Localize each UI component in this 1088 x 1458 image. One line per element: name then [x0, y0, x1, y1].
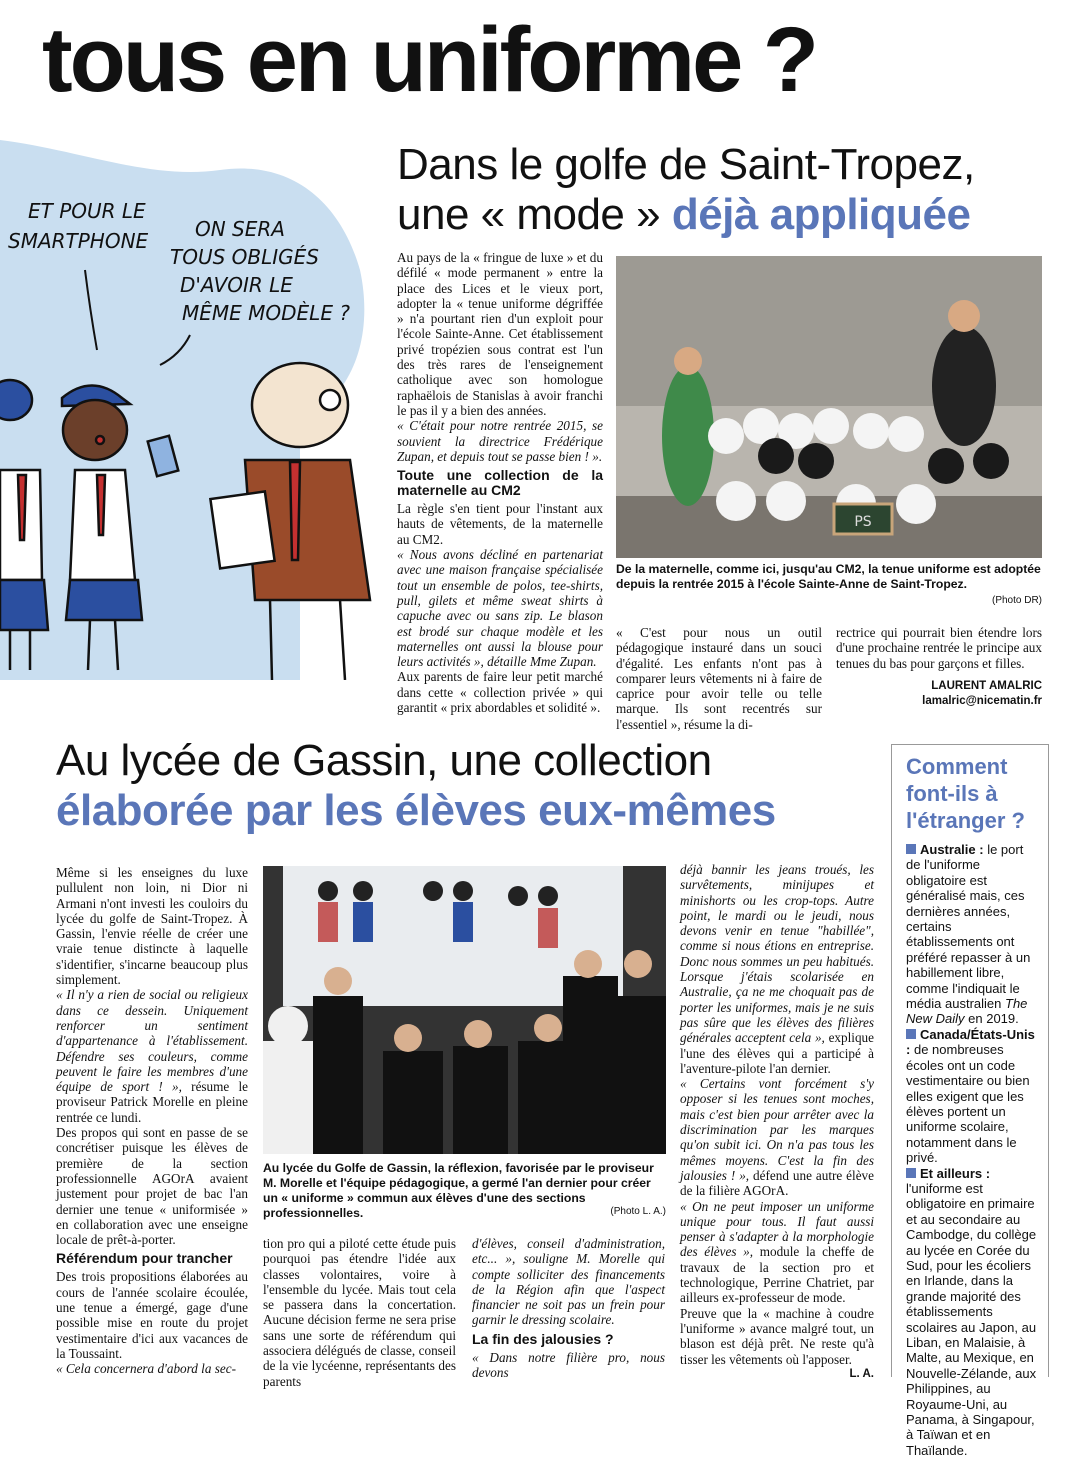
article1-headline-highlight: déjà appliquée	[671, 190, 971, 239]
bubble-left-line-2: SMARTPHONE	[8, 229, 149, 253]
article1-column1	[397, 250, 603, 715]
article2-col1-quote1: « Il n'y a rien de social ou religieux dans ce dessein. Uniquement renforcer un sentiment d'appartenance à l'établissement. Défendre ses couleurs, comme peuvent le faire les membres d'une équipe de sport ! »,	[56, 987, 248, 1095]
bullet-square-icon	[906, 1168, 916, 1178]
article1-para4: « Nous avons décliné en partenariat avec une maison française spécialisée tout un ensemble de polos, tee-shirts, pull, gilets et même sweat shirts à capuche avec ou sans zip. Le blason est brodé sur chaque modèle et les maternelles ont aussi la blouse pour leurs activités », détaille Mme Zupan.	[397, 547, 603, 670]
article2-subhead: Référendum pour trancher	[56, 1250, 233, 1267]
article2-col4-attrib2: défend une autre élève de la filière AGOrA.	[680, 1167, 874, 1199]
article1-headline-part-a: une « mode »	[397, 190, 672, 239]
article2-column3	[472, 1236, 665, 1380]
article2-col4-para4: Preuve que la « machine à coudre l'uniforme » avance malgré tout, un blason est déjà prêt. Ne reste qu'à tisser les vêtements où l'apposer.	[680, 1305, 874, 1367]
article1-para3: La règle s'en tient pour l'instant aux hauts de vêtements, de la maternelle au CM2.	[397, 501, 603, 547]
article2-signature: L. A.	[849, 1367, 874, 1380]
article1-headline-line1: Dans le golfe de Saint-Tropez,	[397, 140, 975, 189]
bubble-left-line-1: ET POUR LE	[28, 199, 146, 223]
school-class-photo	[616, 256, 1042, 558]
sidebar-australia-source: The New Daily	[906, 996, 1028, 1027]
sidebar-title: Comment font-ils à l'étranger ?	[906, 754, 1025, 833]
bubble-right-line-4: MÊME MODÈLE ?	[182, 301, 350, 325]
article1-headline-line2	[397, 190, 1057, 240]
sidebar-abroad	[891, 744, 1049, 1458]
article2-col1-para4: Des trois propositions élaborées au cours de l'année scolaire écoulée, une tenue a émergé, gage d'une possible mise en route du projet vestimentaire d'ici aux vacances de la Toussaint.	[56, 1269, 248, 1361]
sidebar-elsewhere-label: Et ailleurs :	[920, 1165, 991, 1181]
article2-col1-para3: Des propos qui sont en passe de se concrétiser puisque les élèves de première de la section professionnelle AGOrA avaient justement pour projet de bac l'an dernier une tenue « uniformisée » en collaboration avec une enseigne locale de prêt-à-porter.	[56, 1125, 248, 1248]
article2-col4-attrib1: explique l'une des élèves qui a participé à l'aventure-pilote l'an dernier.	[680, 1030, 874, 1076]
bubble-right-line-3: D'AVOIR LE	[180, 273, 293, 297]
article1-email: lamalric@nicematin.fr	[922, 695, 1042, 708]
sidebar-australia	[906, 842, 1038, 1027]
article1-subhead: Toute une collection de la maternelle au CM2	[397, 467, 603, 499]
article2-col3-subhead: La fin des jalousies ?	[472, 1330, 614, 1347]
article2-column2: tion pro qui a piloté cette étude puis pourquoi pas étendre l'idée aux classes volontaires, voire à l'ensemble du lycée. Mais tout cela se passera dans la concertation. Aucune décision ferme ne sera prise sans une sorte de référendum qui associera délégués de classe, conseil de la vie lycéenne, représentants des parents	[263, 1236, 456, 1389]
sidebar-elsewhere	[906, 1166, 1038, 1458]
article1-para1: Au pays de la « fringue de luxe » et du défilé « mode permanent » entre la place des Lices et le vieux port, adopter la « tenue uniforme dégriffée » n'a pourtant rien d'un exploit pour l'école Sainte-Anne. Cet établissement privé tropézien sous contrat est l'un des très rares de l'enseignement catholique avec son homologue raphaëlois de Stanislas à avoir franchi le pas il y a bien des années.	[397, 250, 603, 418]
lycee-students-photo	[263, 866, 666, 1154]
article2-headline-line2: élaborée par les élèves eux-mêmes	[56, 786, 776, 835]
article2-photo-caption: Au lycée du Golfe de Gassin, la réflexion, favorisée par le proviseur M. Morelle et l'équipe pédagogique, a germé l'an dernier pour créer un « uniforme » commun aux élèves d'une des sections professionnelles.	[263, 1161, 654, 1220]
article1-photo-caption: De la maternelle, comme ici, jusqu'au CM2, la tenue uniforme est adoptée depuis la rentrée 2015 à l'école Sainte-Anne de Saint-Tropez.	[616, 562, 1041, 591]
sidebar-australia-end: en 2019.	[968, 1011, 1019, 1027]
article1-photo-credit: (Photo DR)	[991, 595, 1042, 606]
article1-para2: « C'était pour notre rentrée 2015, se souvient la directrice Frédérique Zupan, et depuis tout se passe bien ! ».	[397, 418, 603, 464]
article2-col1-para5: « Cela concernera d'abord la sec-	[56, 1361, 236, 1377]
article1-author: LAURENT AMALRIC	[931, 679, 1042, 692]
cartoon-illustration	[0, 140, 372, 680]
bubble-right-line-1: ON SERA	[195, 217, 285, 241]
slate-text: PS	[854, 514, 872, 530]
sidebar-elsewhere-text: l'uniforme est obligatoire en primaire et au secondaire au Cambodge, du collège au lycée en Corée du Sud, pour les écoliers en Irlande, dans la grande majorité des établissements scolaires au Japon, au Liban, en Malaisie, à Malte, au Mexique, en Nouvelle-Zélande, aux Philippines, au Royaume-Uni, au Panama, à Singapour, à Taïwan et en Thaïlande.	[906, 1180, 1037, 1458]
article2-col4-quote2: « Certains vont forcément s'y opposer si les tenues sont moches, mais c'est bien pour arrêter avec la discrimination par les marques qu'on subit ici. On n'a pas tous les mêmes moyens. C'est la fin des jalousies ! »,	[680, 1076, 874, 1183]
sidebar-canada	[906, 1027, 1038, 1166]
bubble-right-line-2: TOUS OBLIGÉS	[170, 245, 319, 269]
article2-col4-attrib3: module la cheffe de travaux de la section pro et technologique, Perrine Chatriet, par ailleurs ex-professeur de mode.	[680, 1244, 874, 1306]
article2-col4-quote3: « On ne peut imposer un uniforme unique pour tous. Il faut aussi penser à s'adapter à la morphologie des élèves »,	[680, 1198, 874, 1260]
article2-column4	[680, 862, 874, 1382]
sidebar-canada-label: Canada/États-Unis :	[906, 1026, 1035, 1058]
article1-headline	[397, 140, 1057, 240]
article2-headline-line1: Au lycée de Gassin, une collection	[56, 736, 712, 785]
bullet-square-icon	[906, 1029, 916, 1039]
article2-col3-para2: « Dans notre filière pro, nous devons	[472, 1349, 665, 1381]
article2-col3-para1: d'élèves, conseil d'administration, etc... », souligne M. Morelle qui compte solliciter des financements de la Région afin que l'aspect financier ne soit pas un frein pour garnir le dressing scolaire.	[472, 1236, 665, 1328]
sidebar-canada-text: de nombreuses écoles ont un code vestimentaire ou bien elles exigent que les élèves portent un uniforme scolaire, notamment dans le privé.	[906, 1042, 1030, 1166]
sidebar-australia-label: Australie :	[920, 842, 984, 857]
article1-para5: Aux parents de faire leur petit marché dans cette « collection privée » qui garantit « prix abordables et solidité ».	[397, 669, 603, 716]
article2-col1-para1: Même si les enseignes du luxe pullulent non loin, ni Dior ni Armani n'ont investi les couloirs du lycée du golfe de Saint-Tropez. À Gassin, l'envie réelle de créer une vraie tenue distincte à laquelle s'identifier, s'incarne beaucoup plus simplement.	[56, 865, 248, 988]
article2-col1-attrib1: résume le proviseur Patrick Morelle en pleine rentrée ce lundi.	[56, 1079, 249, 1125]
article1-col3-text: rectrice qui pourrait bien étendre lors d'une prochaine rentrée le principe aux tenues du bas pour garçons et filles.	[836, 625, 1042, 671]
article2-photo-credit: (Photo L. A.)	[610, 1206, 666, 1217]
article2-column1	[56, 865, 248, 1377]
sidebar-australia-text: le port de l'uniforme obligatoire est généralisé mais, ces dernières années, certains établissements ont préféré repasser à un habillement libre, comme l'indiquait le média australien	[906, 842, 1031, 1012]
article1-column3	[836, 625, 1042, 709]
article1-column2: « C'est pour nous un outil pédagogique instauré dans un souci d'égalité. Les enfants n'ont pas à comparer leurs vêtements ni à faire de caprice pour avoir telle ou telle marque. Ils sont recentrés sur l'essentiel », résume la di-	[616, 625, 822, 732]
page-title: tous en uniforme ?	[42, 9, 816, 111]
bullet-square-icon	[906, 844, 916, 854]
article2-col4-quote1: déjà bannir les jeans troués, les survêtements, minijupes et minishorts ou les crop-tops. Autre point, le mardi ou le jeudi, nous devons venir en tenue "habillée", comme si nous étions en entreprise. Donc nous sommes un peu habitués. Lorsque j'étais scolarisée en Australie, ça ne me choquait pas de porter les uniformes, mais je ne suis pas sûre que les élèves des filières générales acceptent cela »,	[680, 862, 874, 1046]
article2-headline	[56, 736, 886, 836]
